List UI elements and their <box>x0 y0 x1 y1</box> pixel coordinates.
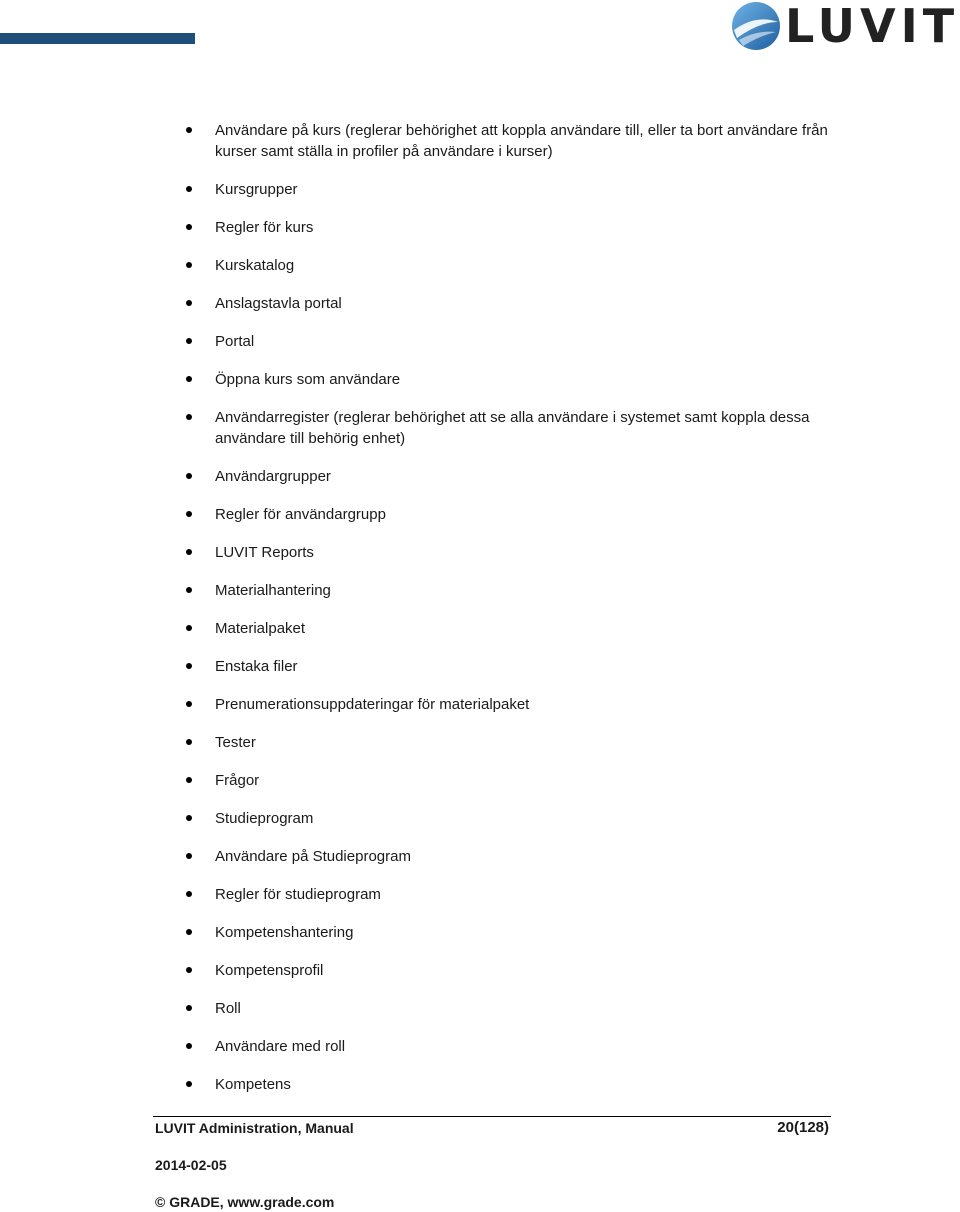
list-item: Användargrupper <box>185 466 835 487</box>
list-item: Kompetensprofil <box>185 960 835 981</box>
bullet-icon <box>186 300 192 306</box>
footer-divider <box>153 1116 831 1117</box>
list-item: Regler för användargrupp <box>185 504 835 525</box>
list-item: Prenumerationsuppdateringar för materialpaket <box>185 694 835 715</box>
bullet-icon <box>186 587 192 593</box>
permission-list <box>185 120 835 1112</box>
list-item: Användarregister (reglerar behörighet att se alla användare i systemet samt koppla dessa användare till behörig enhet) <box>185 407 835 449</box>
list-item: Öppna kurs som användare <box>185 369 835 390</box>
header-accent-bar <box>0 33 195 44</box>
bullet-icon <box>186 186 192 192</box>
bullet-icon <box>186 127 192 133</box>
list-item: Användare med roll <box>185 1036 835 1057</box>
footer-document-title: LUVIT Administration, Manual <box>155 1120 354 1136</box>
list-item: Studieprogram <box>185 808 835 829</box>
list-item: Regler för studieprogram <box>185 884 835 905</box>
footer-copyright: © GRADE, www.grade.com <box>155 1194 335 1210</box>
bullet-icon <box>186 1081 192 1087</box>
bullet-icon <box>186 511 192 517</box>
list-item: Enstaka filer <box>185 656 835 677</box>
list-item: Tester <box>185 732 835 753</box>
list-item: LUVIT Reports <box>185 542 835 563</box>
footer-date: 2014-02-05 <box>155 1157 227 1173</box>
list-item: Portal <box>185 331 835 352</box>
bullet-icon <box>186 929 192 935</box>
bullet-icon <box>186 815 192 821</box>
list-item: Kurskatalog <box>185 255 835 276</box>
bullet-icon <box>186 224 192 230</box>
bullet-icon <box>186 414 192 420</box>
bullet-icon <box>186 891 192 897</box>
bullet-icon <box>186 376 192 382</box>
bullet-icon <box>186 1005 192 1011</box>
bullet-icon <box>186 967 192 973</box>
bullet-icon <box>186 338 192 344</box>
footer-page-number: 20(128) <box>777 1119 829 1136</box>
luvit-logo <box>729 0 960 54</box>
list-item: Materialpaket <box>185 618 835 639</box>
bullet-icon <box>186 473 192 479</box>
logo-wordmark: LUVIT <box>785 0 960 53</box>
list-item: Regler för kurs <box>185 217 835 238</box>
list-item: Kursgrupper <box>185 179 835 200</box>
list-item: Frågor <box>185 770 835 791</box>
bullet-icon <box>186 739 192 745</box>
bullet-icon <box>186 549 192 555</box>
list-item: Kompetens <box>185 1074 835 1095</box>
bullet-icon <box>186 625 192 631</box>
bullet-icon <box>186 701 192 707</box>
list-item: Användare på kurs (reglerar behörighet att koppla användare till, eller ta bort användare från kurser samt ställa in profiler på användare i kurser) <box>185 120 835 162</box>
list-item: Anslagstavla portal <box>185 293 835 314</box>
bullet-icon <box>186 777 192 783</box>
list-item: Roll <box>185 998 835 1019</box>
bullet-icon <box>186 663 192 669</box>
bullet-icon <box>186 262 192 268</box>
list-item: Kompetenshantering <box>185 922 835 943</box>
bullet-icon <box>186 1043 192 1049</box>
list-item: Materialhantering <box>185 580 835 601</box>
list-item: Användare på Studieprogram <box>185 846 835 867</box>
bullet-icon <box>186 853 192 859</box>
